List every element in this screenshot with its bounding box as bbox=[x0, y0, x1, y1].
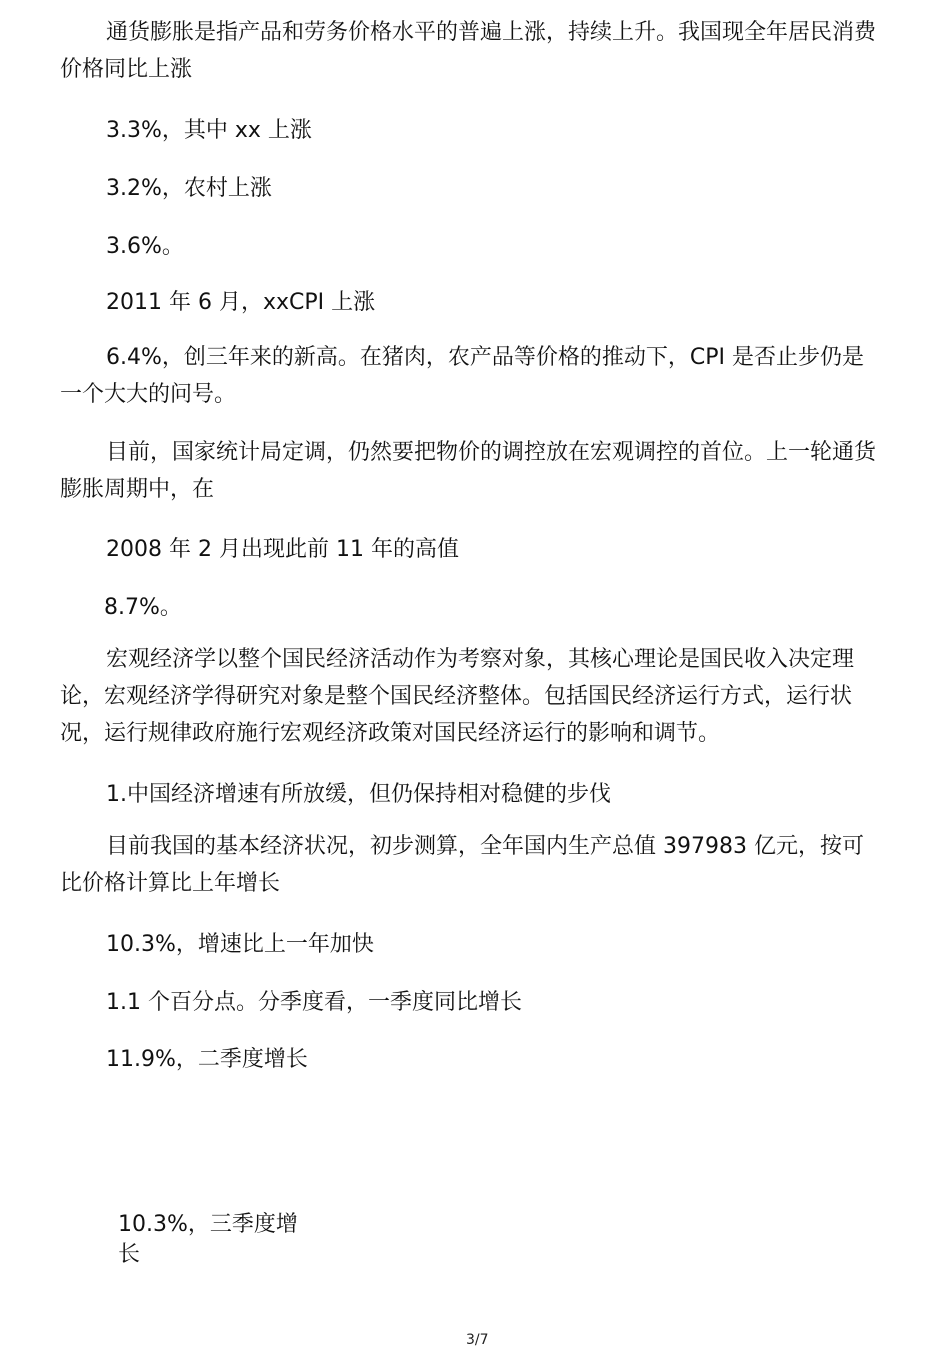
paragraph-cpi-urban: 3.3%，其中 xx 上涨 bbox=[106, 118, 312, 143]
paragraph-statistics-bureau: 目前，国家统计局定调，仍然要把物价的调控放在宏观调控的首位。上一轮通货膨胀周期中，在 bbox=[60, 440, 877, 502]
paragraph-high-value: 8.7%。 bbox=[104, 595, 182, 620]
page-number: 3/7 bbox=[466, 1332, 489, 1348]
paragraph-gdp: 目前我国的基本经济状况，初步测算，全年国内生产总值 397983 亿元，按可比价格计算比上年增长 bbox=[60, 834, 864, 896]
section-heading-growth: 1.中国经济增速有所放缓，但仍保持相对稳健的步伐 bbox=[106, 782, 611, 807]
paragraph-quarterly-growth: 1.1 个百分点。分季度看，一季度同比增长 bbox=[106, 990, 522, 1015]
paragraph-third-quarter: 10.3%，三季度增长 bbox=[118, 1212, 298, 1267]
paragraph-inflation-definition: 通货膨胀是指产品和劳务价格水平的普遍上涨，持续上升。我国现全年居民消费价格同比上涨 bbox=[60, 20, 877, 82]
paragraph-june-2011: 2011 年 6 月，xxCPI 上涨 bbox=[106, 290, 376, 315]
paragraph-cpi-rural: 3.2%，农村上涨 bbox=[106, 176, 272, 201]
paragraph-feb-2008: 2008 年 2 月出现此前 11 年的高值 bbox=[106, 537, 459, 562]
paragraph-cpi-high: 6.4%，创三年来的新高。在猪肉，农产品等价格的推动下，CPI 是否止步仍是一个大大的问号。 bbox=[60, 345, 865, 407]
paragraph-growth-rate: 10.3%，增速比上一年加快 bbox=[106, 932, 374, 957]
paragraph-cpi-rural-value: 3.6%。 bbox=[106, 234, 184, 259]
paragraph-macroeconomics: 宏观经济学以整个国民经济活动作为考察对象，其核心理论是国民收入决定理论，宏观经济学得研究对象是整个国民经济整体。包括国民经济运行方式，运行状况，运行规律政府施行宏观经济政策对国民经济运行的影响和调节。 bbox=[60, 647, 855, 746]
paragraph-second-quarter: 11.9%，二季度增长 bbox=[106, 1047, 308, 1072]
